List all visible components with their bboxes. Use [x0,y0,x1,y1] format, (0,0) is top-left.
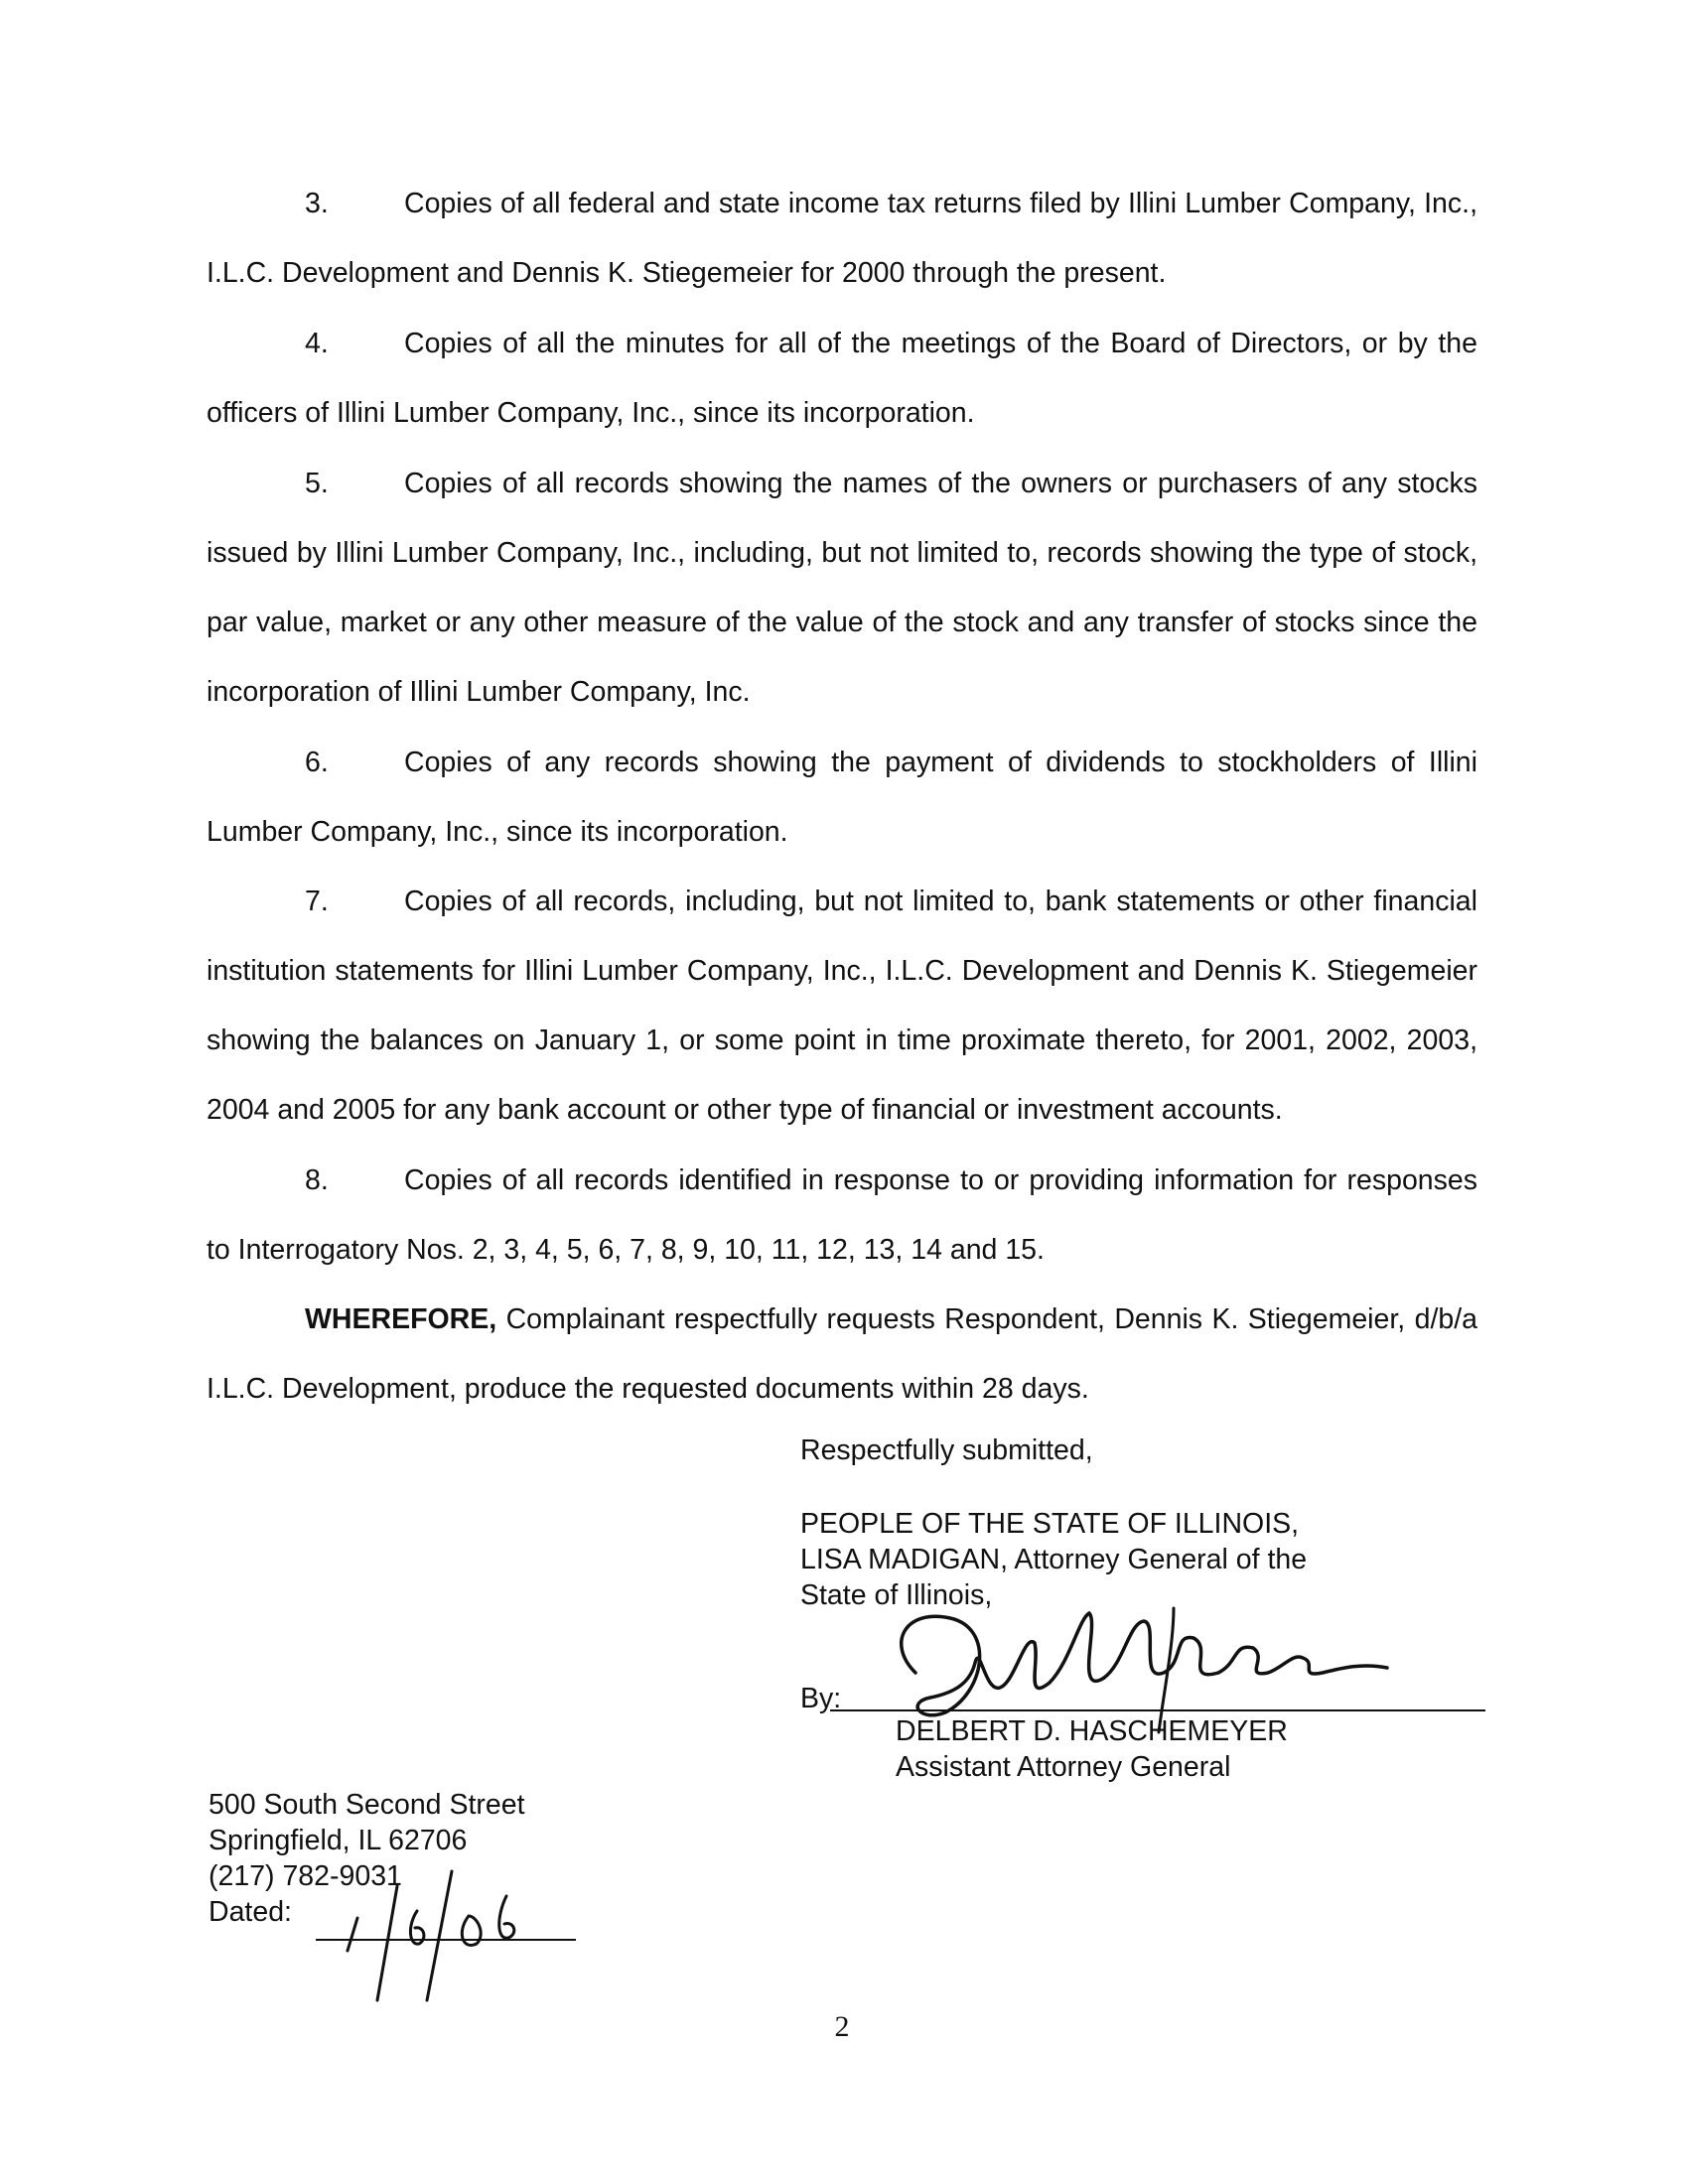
item-number: 3. [305,188,329,219]
address-phone: (217) 782-9031 [209,1860,402,1892]
address-city: Springfield, IL 62706 [209,1825,468,1856]
address-street: 500 South Second Street [209,1789,525,1821]
item-4 [207,309,1477,448]
party-line-3: State of Illinois, [800,1579,993,1611]
wherefore-text: Complainant respectfully requests Respondent, Dennis K. Stiegemeier, d/b/a I.L.C. Development, produce the requested documents within 28 days. [207,1303,1477,1405]
wherefore-paragraph [207,1285,1477,1424]
respectfully-submitted: Respectfully submitted, [800,1434,1093,1466]
item-5 [207,449,1477,727]
party-block [800,1506,1307,1613]
by-label: By: [800,1683,842,1714]
item-number: 6. [305,747,329,778]
party-line-2: LISA MADIGAN, Attorney General of the [800,1544,1308,1575]
item-number: 5. [305,468,329,499]
item-6 [207,728,1477,867]
item-text: Copies of all the minutes for all of the meetings of the Board of Directors, or by the officers of Illini Lumber Company, Inc., since its incorporation. [207,328,1477,429]
item-number: 4. [305,328,329,359]
handwritten-date [338,1856,566,2005]
dated-label: Dated: [209,1896,292,1928]
item-number: 7. [305,886,329,917]
signer-block [896,1713,1288,1785]
party-line-1: PEOPLE OF THE STATE OF ILLINOIS, [800,1508,1300,1540]
page-number: 2 [834,2010,850,2043]
item-text: Copies of any records showing the payment of dividends to stockholders of Illini Lumber Company, Inc., since its incorporation. [207,747,1477,848]
signer-title: Assistant Attorney General [896,1751,1231,1783]
item-text: Copies of all records identified in response to or providing information for responses to Interrogatory Nos. 2, 3, 4, 5, 6, 7, 8, 9, 10, 11, 12, 13, 14 and 15. [207,1164,1477,1266]
item-7 [207,867,1477,1145]
item-3 [207,169,1477,308]
item-text: Copies of all federal and state income tax returns filed by Illini Lumber Company, Inc., I.L.C. Development and Dennis K. Stiegemeier for 2000 through the present. [207,188,1477,289]
item-text: Copies of all records, including, but not limited to, bank statements or other financial institution statements for Illini Lumber Company, Inc., I.L.C. Development and Dennis K. Stiegemeier showing the balances on January 1, or some point in time proximate thereto, for 2001, 2002, 2003, 2004 and 2005 for any bank account or other type of financial or investment accounts. [207,886,1477,1126]
item-number: 8. [305,1164,329,1196]
item-text: Copies of all records showing the names of the owners or purchasers of any stocks issued by Illini Lumber Company, Inc., including, but not limited to, records showing the type of stock, par value, market or any other measure of the value of the stock and any transfer of stocks since the incorporation of Illini Lumber Company, Inc. [207,468,1477,708]
signer-name: DELBERT D. HASCHEMEYER [896,1715,1288,1747]
wherefore-lead: WHEREFORE, [305,1303,497,1335]
item-8 [207,1146,1477,1285]
